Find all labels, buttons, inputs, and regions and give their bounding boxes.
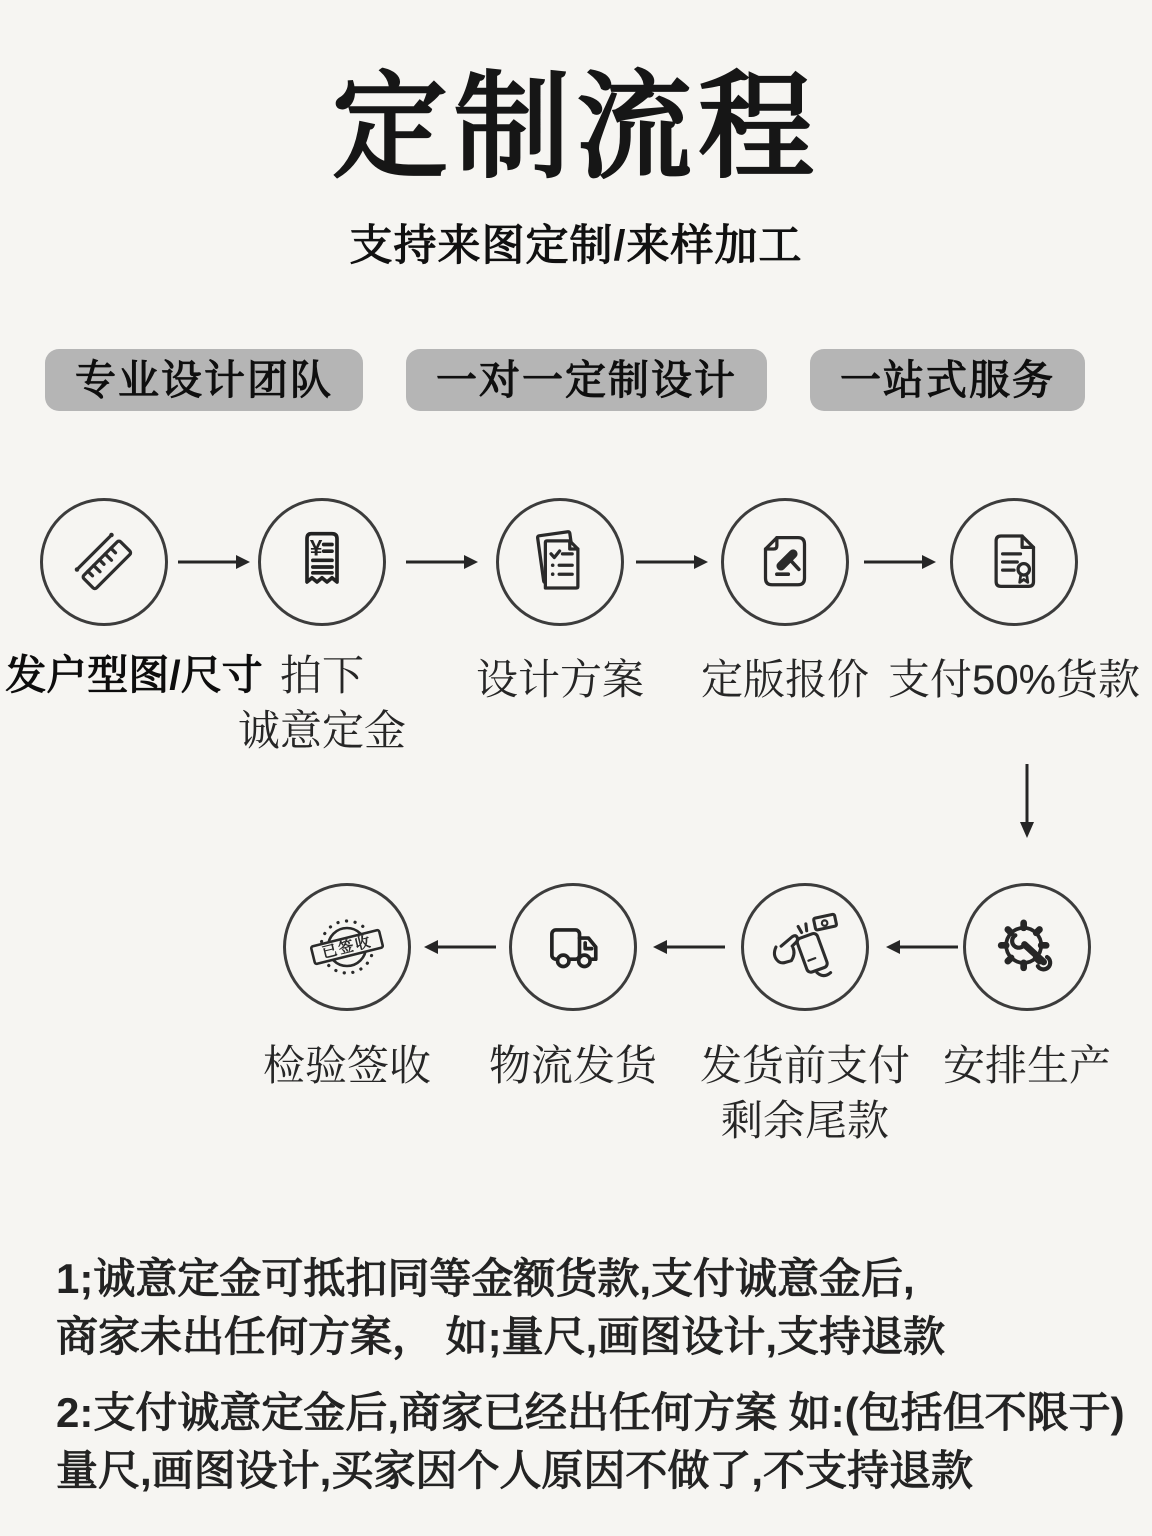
note-2: 2:支付诚意定金后,商家已经出任何方案 如:(包括但不限于) 量尺,画图设计,买家因个人原因不做了,不支持退款 (56, 1389, 1125, 1494)
arrow-left-icon (422, 933, 498, 961)
arrow-right-icon (176, 548, 252, 576)
step-circle-signoff (283, 883, 411, 1011)
badge-one-stop: 一站式服务 (810, 349, 1085, 411)
step-circle-quote (721, 498, 849, 626)
stamp-text: 已签收 (320, 933, 374, 962)
arrow-right-icon (634, 548, 710, 576)
receipt-icon (282, 522, 362, 602)
badge-design-team: 专业设计团队 (45, 349, 363, 411)
arrow-right-icon (404, 548, 480, 576)
page-title: 定制流程 (332, 62, 820, 192)
step-circle-pay50 (950, 498, 1078, 626)
step-label-floorplan: 发户型图/尺寸 (5, 652, 263, 698)
step-circle-shipping (509, 883, 637, 1011)
step-circle-deposit (258, 498, 386, 626)
arrow-right-icon (862, 548, 938, 576)
stamp-icon (299, 899, 395, 995)
arrow-left-icon (651, 933, 727, 961)
arrow-down-icon (1013, 762, 1041, 840)
checklist-icon (521, 523, 599, 601)
ruler-icon (65, 523, 143, 601)
step-label-signoff: 检验签收 (262, 1042, 431, 1089)
page-subtitle: 支持来图定制/来样加工 (349, 222, 803, 270)
step-label-design: 设计方案 (475, 656, 644, 703)
badge-one-on-one: 一对一定制设计 (406, 349, 767, 411)
step-label-production: 安排生产 (942, 1042, 1111, 1089)
contract-icon (975, 523, 1053, 601)
step-label-quote: 定版报价 (700, 656, 869, 703)
step-circle-balance (741, 883, 869, 1011)
step-circle-production (963, 883, 1091, 1011)
truck-icon (534, 908, 612, 986)
gear-wrench-icon (987, 907, 1067, 987)
step-label-deposit: 拍下 诚意定金 (237, 652, 406, 755)
badge-row (45, 349, 1085, 411)
step-label-shipping: 物流发货 (488, 1042, 657, 1089)
step-label-pay50: 支付50%货款 (887, 656, 1141, 703)
svg-text:¥: ¥ (309, 535, 323, 561)
step-circle-floorplan (40, 498, 168, 626)
arrow-left-icon (884, 933, 960, 961)
note-1: 1;诚意定金可抵扣同等金额货款,支付诚意金后, 商家未出任何方案， 如;量尺,画图设计,支持退款 (56, 1255, 945, 1360)
step-label-balance: 发货前支付 剩余尾款 (699, 1042, 910, 1145)
step-circle-design (496, 498, 624, 626)
payment-icon (764, 906, 846, 988)
gavel-doc-icon (746, 523, 824, 601)
